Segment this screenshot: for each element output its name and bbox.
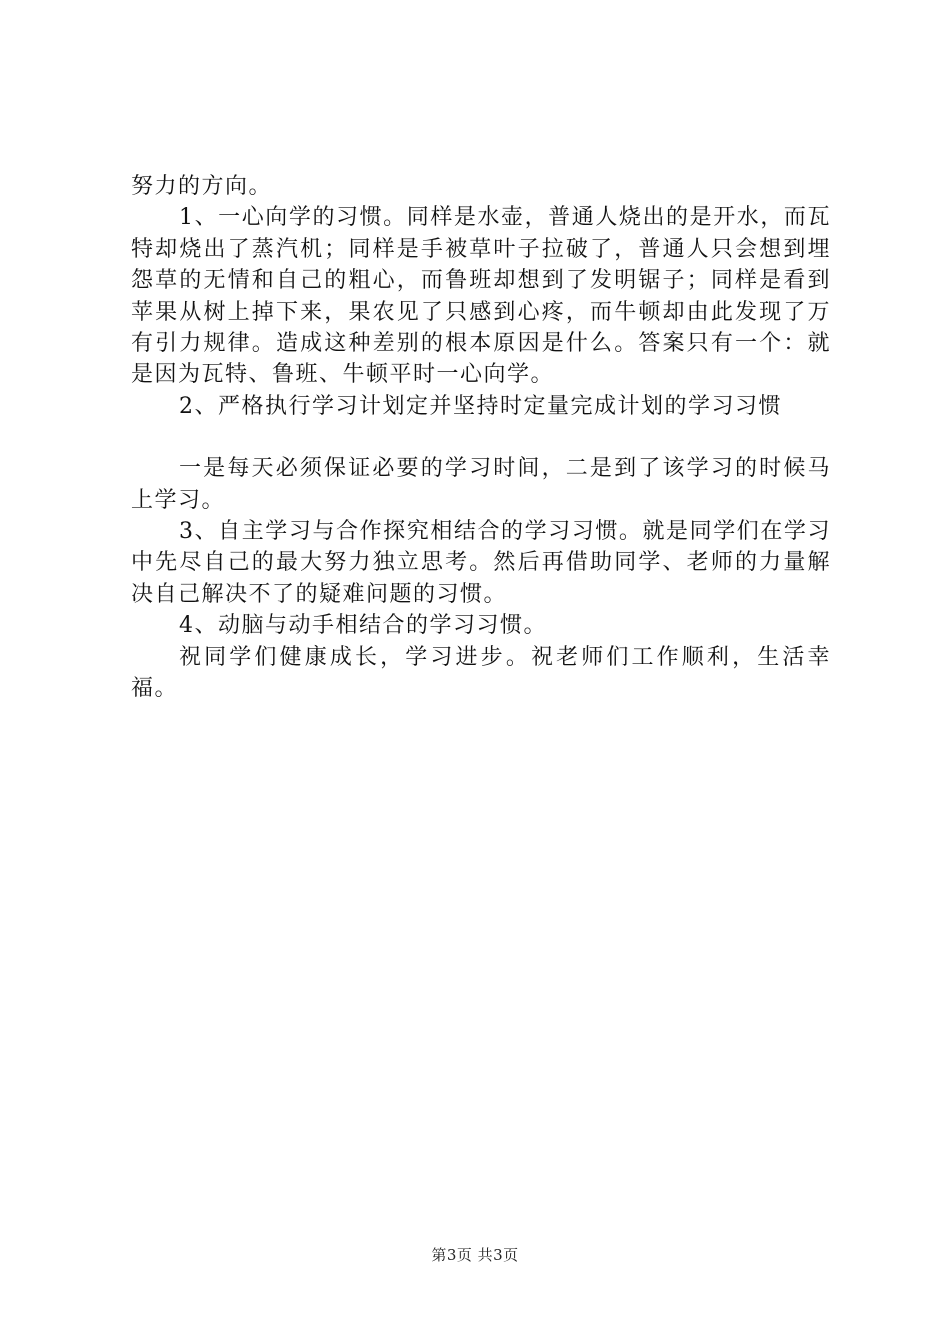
paragraph-habit-2: 2、严格执行学习计划定并坚持时定量完成计划的学习习惯 [179, 393, 782, 419]
paragraph-habit-1: 1、一心向学的习惯。同样是水壶，普通人烧出的是开水，而瓦特却烧出了蒸汽机；同样是手被草叶子拉破了，普通人只会想到埋怨草的无情和自己的粗心，而鲁班却想到了发明锯子；同样是看到苹果从树上掉下来，果农见了只感到心疼，而牛顿却由此发现了万有引力规律。造成这种差别的根本原因是什么。答案只有一个：就是因为瓦特、鲁班、牛顿平时一心向学。 [131, 205, 831, 388]
document-body [131, 171, 831, 705]
paragraph-habit-4: 4、动脑与动手相结合的学习习惯。 [179, 613, 547, 639]
page-number-footer: 第3页 共3页 [431, 1246, 519, 1264]
paragraph-habit-2-detail: 一是每天必须保证必要的学习时间，二是到了该学习的时候马上学习。 [131, 456, 831, 513]
paragraph-continuation: 努力的方向。 [131, 174, 273, 199]
paragraph-closing-wishes: 祝同学们健康成长，学习进步。祝老师们工作顺利，生活幸福。 [131, 644, 831, 702]
paragraph-habit-3: 3、自主学习与合作探究相结合的学习习惯。就是同学们在学习中先尽自己的最大努力独立思考。然后再借助同学、老师的力量解决自己解决不了的疑难问题的习惯。 [131, 519, 831, 607]
